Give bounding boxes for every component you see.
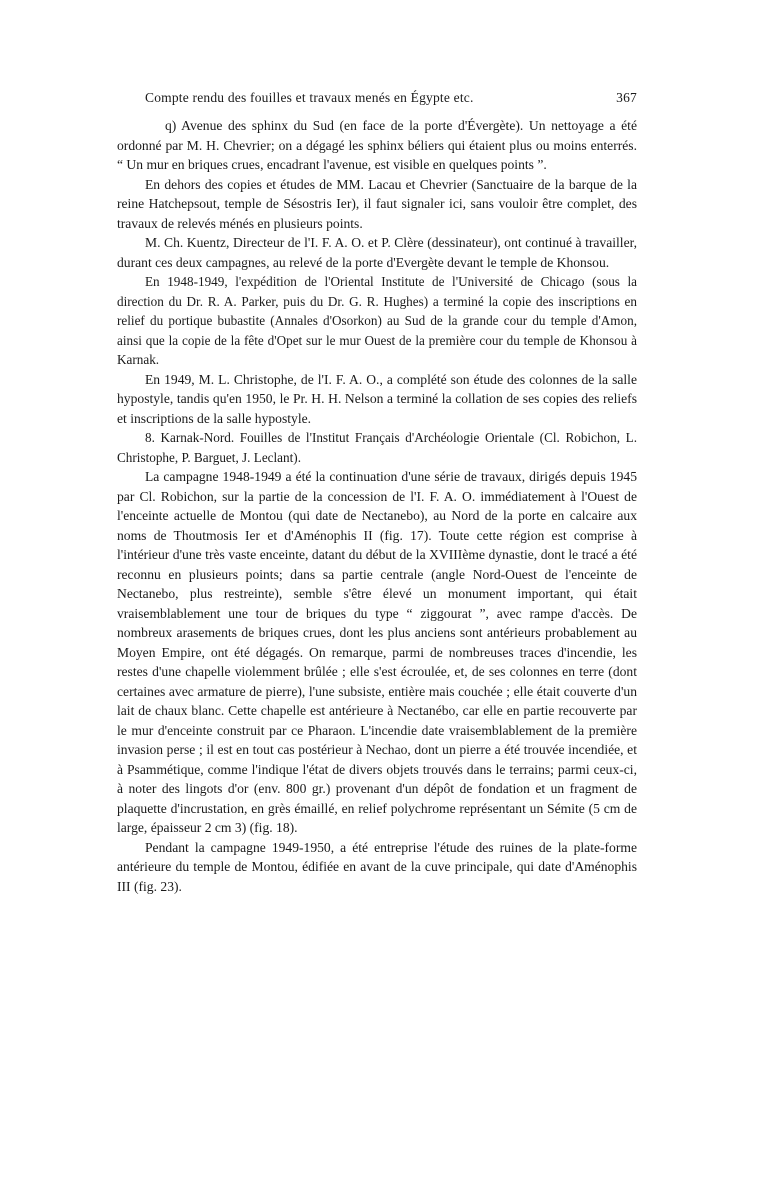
document-body <box>117 116 637 896</box>
paragraph-avenue-sphinx: q) Avenue des sphinx du Sud (en face de la porte d'Évergète). Un nettoyage a été ordonné par M. H. Chevrier; on a dégagé les sphinx béliers qui étaient plus ou moins enterrés. “ Un mur en briques crues, encadrant l'avenue, est visible en quelques points ”. <box>117 118 637 172</box>
paragraph-karnak-nord-heading: 8. Karnak-Nord. Fouilles de l'Institut Français d'Archéologie Orientale (Cl. Robichon, L. Christophe, P. Barguet, J. Leclant). <box>117 430 637 465</box>
paragraph-kuentz-clere: M. Ch. Kuentz, Directeur de l'I. F. A. O. et P. Clère (dessinateur), ont continué à travailler, durant ces deux campagnes, au relevé de la porte d'Evergète devant le temple de Khonsou. <box>117 235 637 270</box>
paragraph-campagne-1948: La campagne 1948-1949 a été la continuation d'une série de travaux, dirigés depuis 1945 par Cl. Robichon, sur la partie de la concession de l'I. F. A. O. immédiatement à l'Ouest de l'enceinte actuelle de Montou (qui date de Nectanebo), au Nord de la porte en calcaire aux noms de Thoutmosis Ier et d'Aménophis II (fig. 17). Toute cette région est comprise à l'intérieur d'une très vaste enceinte, datant du début de la XVIIIème dynastie, dont le tracé a été reconnu en plusieurs points; dans sa partie centrale (angle Nord-Ouest de l'enceinte de Nectanebo, plus restreinte), semble s'être élevé un monument important, qui était vraisemblablement une tour de briques du type “ ziggourat ”, avec rampe d'accès. De nombreux arasements de briques crues, dont les plus anciens sont antérieurs probablement au Moyen Empire, ont été dégagés. On remarque, parmi de nombreuses traces d'incendie, les restes d'une chapelle violemment brûlée ; elle s'est écroulée, et, de ses colonnes en terre (dont certaines avec armature de pierre), l'une subsiste, entière mais couchée ; elle était couverte d'un lait de chaux blanc. Cette chapelle est antérieure à Nectanébo, car elle en partie recouverte par le mur d'enceinte construit par ce Pharaon. L'incendie date vraisemblablement de la première invasion perse ; il est en tout cas postérieur à Nechao, dont un pierre a été trouvée incendiée, et à Psammétique, comme l'indique l'état de divers objets trouvés dans le terrains; parmi ceux-ci, à noter des lingots d'or (env. 800 gr.) provenant d'un dépôt de fondation et un fragment de plaquette d'incrustation, en grès émaillé, en relief polychrome représentant un Sémite (5 cm de large, épaisseur 2 cm 3) (fig. 18). <box>117 469 637 835</box>
document-page <box>117 90 637 896</box>
paragraph-christophe-nelson: En 1949, M. L. Christophe, de l'I. F. A. O., a complété son étude des colonnes de la salle hypostyle, tandis qu'en 1950, le Pr. H. H. Nelson a terminé la collation de ses copies des reliefs et inscriptions de la salle hypostyle. <box>117 371 637 426</box>
paragraph-copies-etudes: En dehors des copies et études de MM. Lacau et Chevrier (Sanctuaire de la barque de la reine Hatchepsout, temple de Sésostris Ier), il faut signaler ici, sans vouloir être complet, des travaux de relevés ménés en plusieurs points. <box>117 176 637 231</box>
paragraph-oriental-institute: En 1948-1949, l'expédition de l'Oriental Institute de l'Université de Chicago (sous la direction du Dr. R. A. Parker, puis du Dr. G. R. Hughes) a terminé la copie des inscriptions en relief du portique bubastite (Annales d'Osorkon) au Sud de la grande cour du temple d'Amon, ainsi que la copie de la fête d'Opet sur le mur Ouest de la première cour du temple de Khonsou à Karnak. <box>117 274 637 367</box>
paragraph-campagne-1949: Pendant la campagne 1949-1950, a été entreprise l'étude des ruines de la plate-forme antérieure du temple de Montou, édifiée en avant de la cuve principale, qui date d'Aménophis III (fig. 23). <box>117 839 637 894</box>
running-title: Compte rendu des fouilles et travaux menés en Égypte etc. <box>145 90 474 105</box>
running-head <box>117 90 637 116</box>
page-number: 367 <box>616 90 637 105</box>
